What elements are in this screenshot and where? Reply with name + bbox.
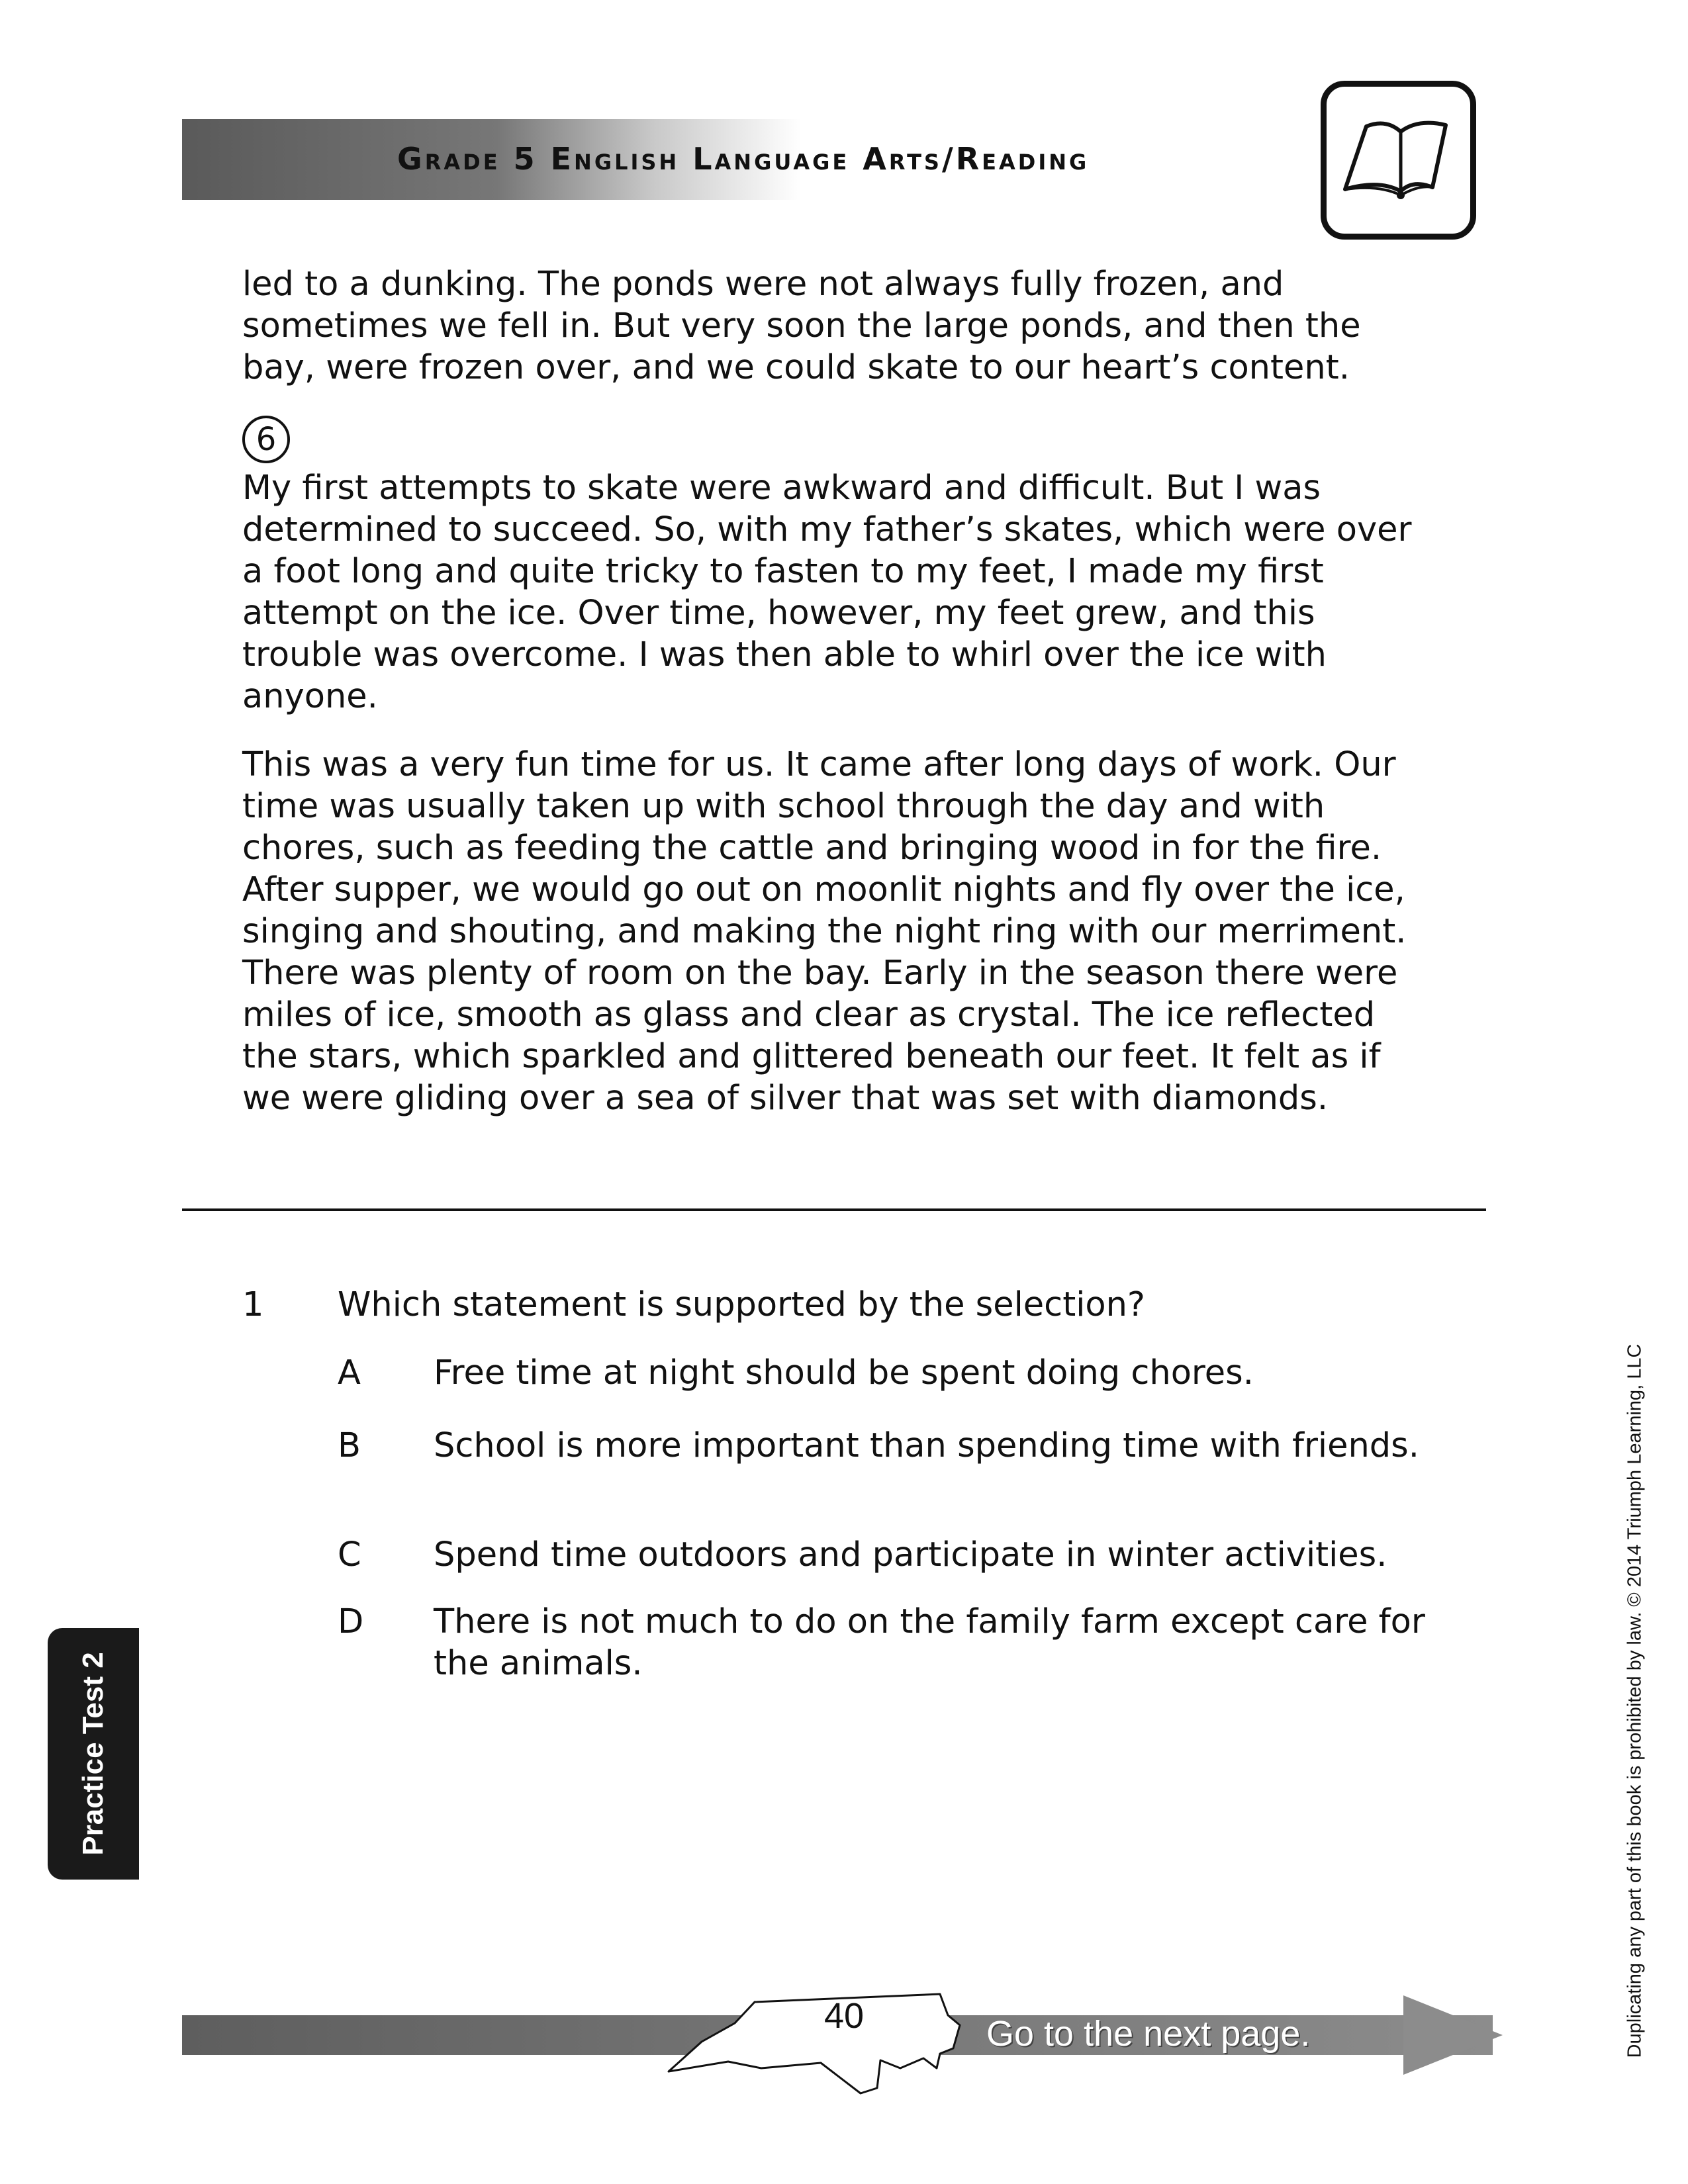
option-a-text[interactable]: Free time at night should be spent doing chores. xyxy=(434,1353,1254,1392)
practice-test-tab xyxy=(48,1628,139,1880)
option-b-letter[interactable]: B xyxy=(338,1426,361,1465)
copyright-notice: Duplicating any part of this book is prohibited by law. © 2014 Triumph Learning, LLC xyxy=(1624,1343,1646,2058)
option-d-text[interactable]: There is not much to do on the family farm except care for the animals. xyxy=(434,1602,1425,1683)
option-c-text[interactable]: Spend time outdoors and participate in winter activities. xyxy=(434,1535,1387,1574)
passage-paragraph: led to a dunking. The ponds were not always fully frozen, and sometimes we fell in. But very soon the large ponds, and then the bay, were frozen over, and we could skate to our heart’s content. xyxy=(242,265,1361,387)
next-page-arrow-icon xyxy=(1403,1982,1503,2088)
reading-book-icon xyxy=(1321,81,1476,240)
page-number: 40 xyxy=(823,1996,865,2036)
passage-paragraph: My first attempts to skate were awkward and difficult. But I was determined to succeed. So, with my father’s skates, which were over a foot long and quite tricky to fasten to my feet, I made my first attempt on the ice. Over time, however, my feet grew, and this trouble was overcome. I was then able to whirl over the ice with anyone. xyxy=(242,469,1412,716)
option-a-letter[interactable]: A xyxy=(338,1353,361,1392)
passage-paragraph: This was a very fun time for us. It came after long days of work. Our time was usually taken up with school through the day and with chores, such as feeding the cattle and bringing wood in for the fire. After supper, we would go out on moonlit nights and fly over the ice, singing and shouting, and making the night ring with our merriment. There was plenty of room on the bay. Early in the season there were miles of ice, smooth as glass and clear as crystal. The ice reflected the stars, which sparkled and glittered beneath our feet. It felt as if we were gliding over a sea of silver that was set with diamonds. xyxy=(242,745,1407,1118)
question-number: 1 xyxy=(242,1285,264,1324)
option-d-letter[interactable]: D xyxy=(338,1602,364,1641)
paragraph-number-marker: 6 xyxy=(242,416,290,463)
section-divider xyxy=(182,1208,1486,1211)
question-stem: Which statement is supported by the selection? xyxy=(338,1285,1145,1324)
next-page-label[interactable]: Go to the next page. xyxy=(986,2014,1311,2054)
option-c-letter[interactable]: C xyxy=(338,1535,361,1574)
practice-test-label: Practice Test 2 xyxy=(77,1652,109,1856)
option-b-text[interactable]: School is more important than spending time with friends. xyxy=(434,1426,1419,1465)
page-title: Grade 5 English Language Arts/Reading xyxy=(397,141,1090,177)
